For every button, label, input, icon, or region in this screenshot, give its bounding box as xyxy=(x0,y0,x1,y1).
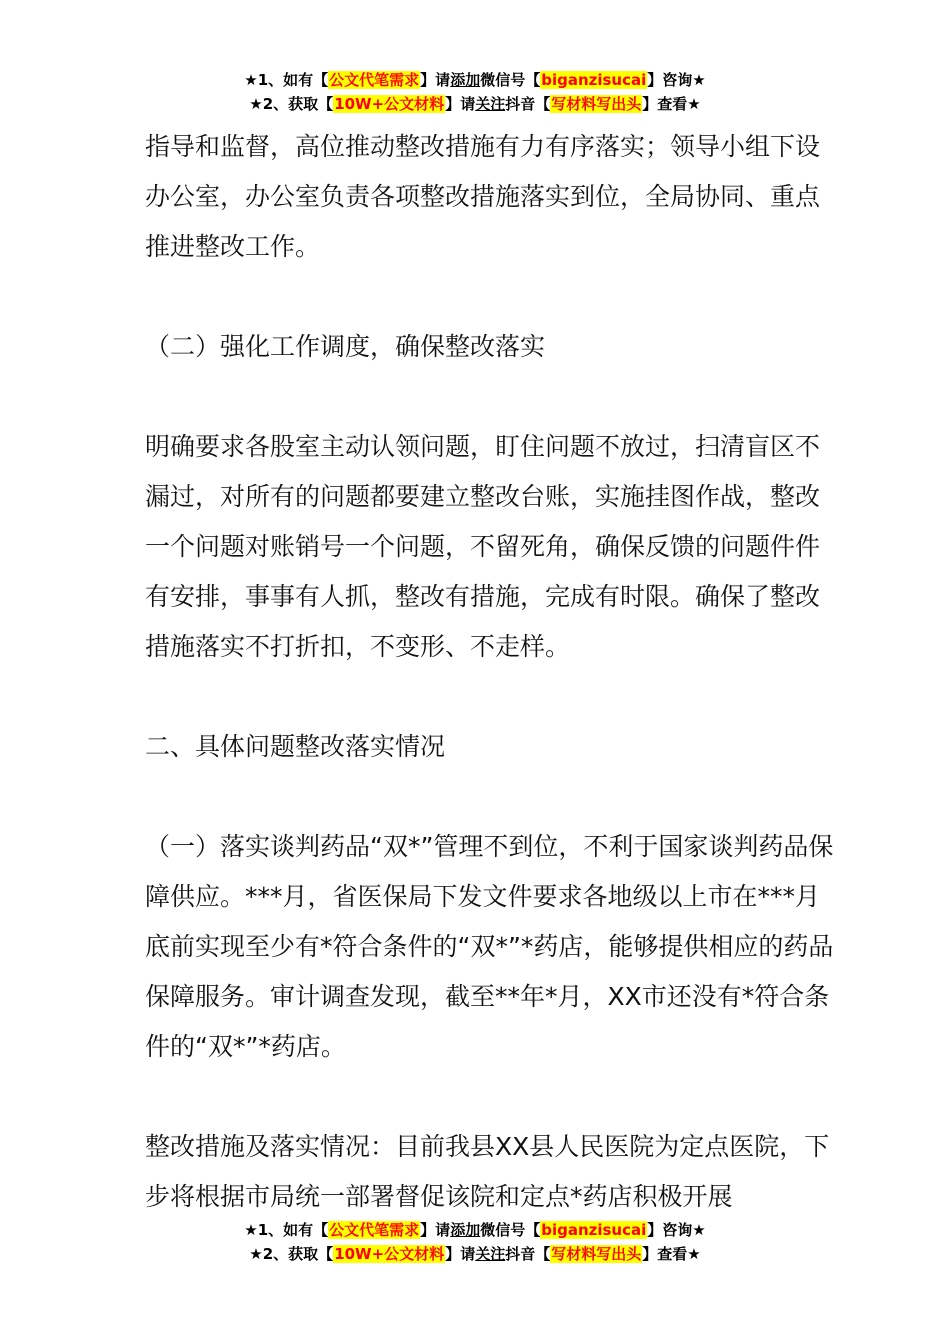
highlight-ghostwriting: 公文代笔需求 xyxy=(329,1221,420,1239)
highlight-douyin: 写材料写出头 xyxy=(551,1245,642,1263)
highlight-douyin: 写材料写出头 xyxy=(551,95,642,113)
paragraph-measures: 整改措施及落实情况：目前我县XX县人民医院为定点医院，下步将根据市局统一部署督促该院和定点*药店积极开展 xyxy=(145,1132,830,1211)
promo-banner-top xyxy=(0,68,950,116)
document-body xyxy=(145,122,835,1222)
promo-line-2: ★2、获取【10W+公文材料】请关注抖音【写材料写出头】查看★ xyxy=(249,95,701,113)
promo-line-1: ★1、如有【公文代笔需求】请添加微信号【biganzisucai】咨询★ xyxy=(244,71,706,89)
promo-line-2: ★2、获取【10W+公文材料】请关注抖音【写材料写出头】查看★ xyxy=(249,1245,701,1263)
promo-line-1: ★1、如有【公文代笔需求】请添加微信号【biganzisucai】咨询★ xyxy=(244,1221,706,1239)
paragraph-scheduling: 明确要求各股室主动认领问题，盯住问题不放过，扫清盲区不漏过，对所有的问题都要建立整改台账，实施挂图作战，整改一个问题对账销号一个问题，不留死角，确保反馈的问题件件有安排，事事有人抓，整改有措施，完成有时限。确保了整改措施落实不打折扣，不变形、不走样。 xyxy=(145,432,821,661)
promo-banner-bottom xyxy=(0,1218,950,1266)
highlight-wechat-id: biganzisucai xyxy=(541,1221,647,1239)
section-heading-2: （二）强化工作调度，确保整改落实 xyxy=(145,332,546,361)
highlight-ghostwriting: 公文代笔需求 xyxy=(329,71,420,89)
highlight-wechat-id: biganzisucai xyxy=(541,71,647,89)
highlight-materials: 10W+公文材料 xyxy=(334,95,445,113)
paragraph-leadership: 指导和监督，高位推动整改措施有力有序落实；领导小组下设办公室，办公室负责各项整改措施落实到位，全局协同、重点推进整改工作。 xyxy=(145,132,821,261)
highlight-materials: 10W+公文材料 xyxy=(334,1245,445,1263)
paragraph-issue-1: （一）落实谈判药品“双*”管理不到位，不利于国家谈判药品保障供应。***月，省医保局下发文件要求各地级以上市在***月底前实现至少有*符合条件的“双*”*药店，能够提供相应的药品保障服务。审计调查发现，截至**年*月，XX市还没有*符合条件的“双*”*药店。 xyxy=(145,832,834,1061)
chapter-heading-2: 二、具体问题整改落实情况 xyxy=(145,732,446,761)
